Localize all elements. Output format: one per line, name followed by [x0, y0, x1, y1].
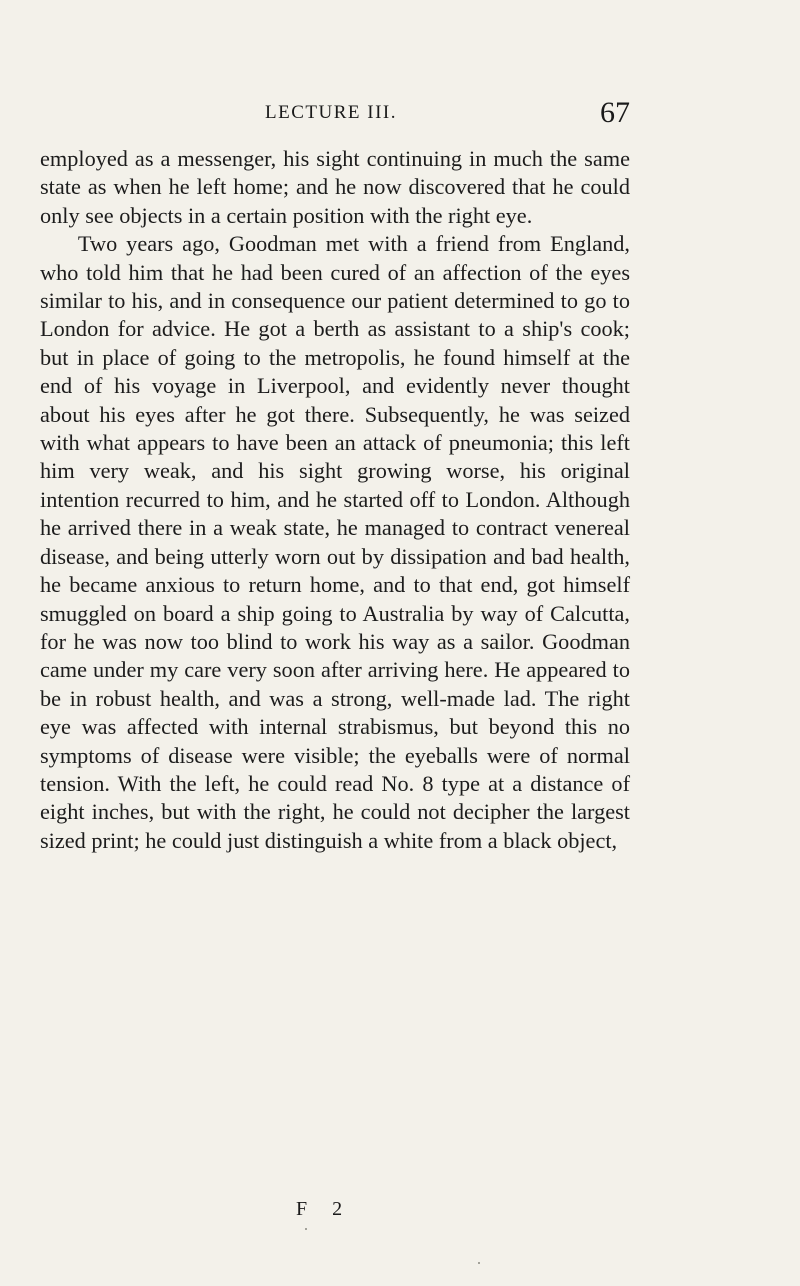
body-text: [40, 145, 630, 855]
paper-speck: [305, 1228, 307, 1230]
paragraph-continuation: employed as a messenger, his sight continuing in much the same state as when he left home; and he now discovered that he could only see objects in a certain position with the right eye.: [40, 146, 630, 228]
running-title: LECTURE III.: [265, 102, 397, 123]
paragraph-goodman-case: Two years ago, Goodman met with a friend from England, who told him that he had been cured of an affection of the eyes similar to his, and in consequence our patient determined to go to London for advice. He got a berth as assistant to a ship's cook; but in place of going to the metropolis, he found himself at the end of his voyage in Liverpool, and evidently never thought about his eyes after he got there. Subsequently, he was seized with what appears to have been an attack of pneumonia; this left him very weak, and his sight growing worse, his original intention recurred to him, and he started off to London. Although he arrived there in a weak state, he managed to contract venereal disease, and being utterly worn out by dissipation and bad health, he became anxious to return home, and to that end, got himself smuggled on board a ship going to Australia by way of Calcutta, for he was now too blind to work his way as a sailor. Goodman came under my care very soon after arriving here. He appeared to be in robust health, and was a strong, well-made lad. The right eye was affected with internal strabismus, but beyond this no symptoms of disease were visible; the eyeballs were of normal tension. With the left, he could read No. 8 type at a distance of eight inches, but with the right, he could not decipher the largest sized print; he could just distinguish a white from a black object,: [40, 231, 630, 853]
page-number: 67: [600, 96, 630, 129]
printer-signature-mark: F 2: [296, 1198, 353, 1220]
paper-speck: [478, 1262, 480, 1264]
running-head: [40, 96, 630, 132]
